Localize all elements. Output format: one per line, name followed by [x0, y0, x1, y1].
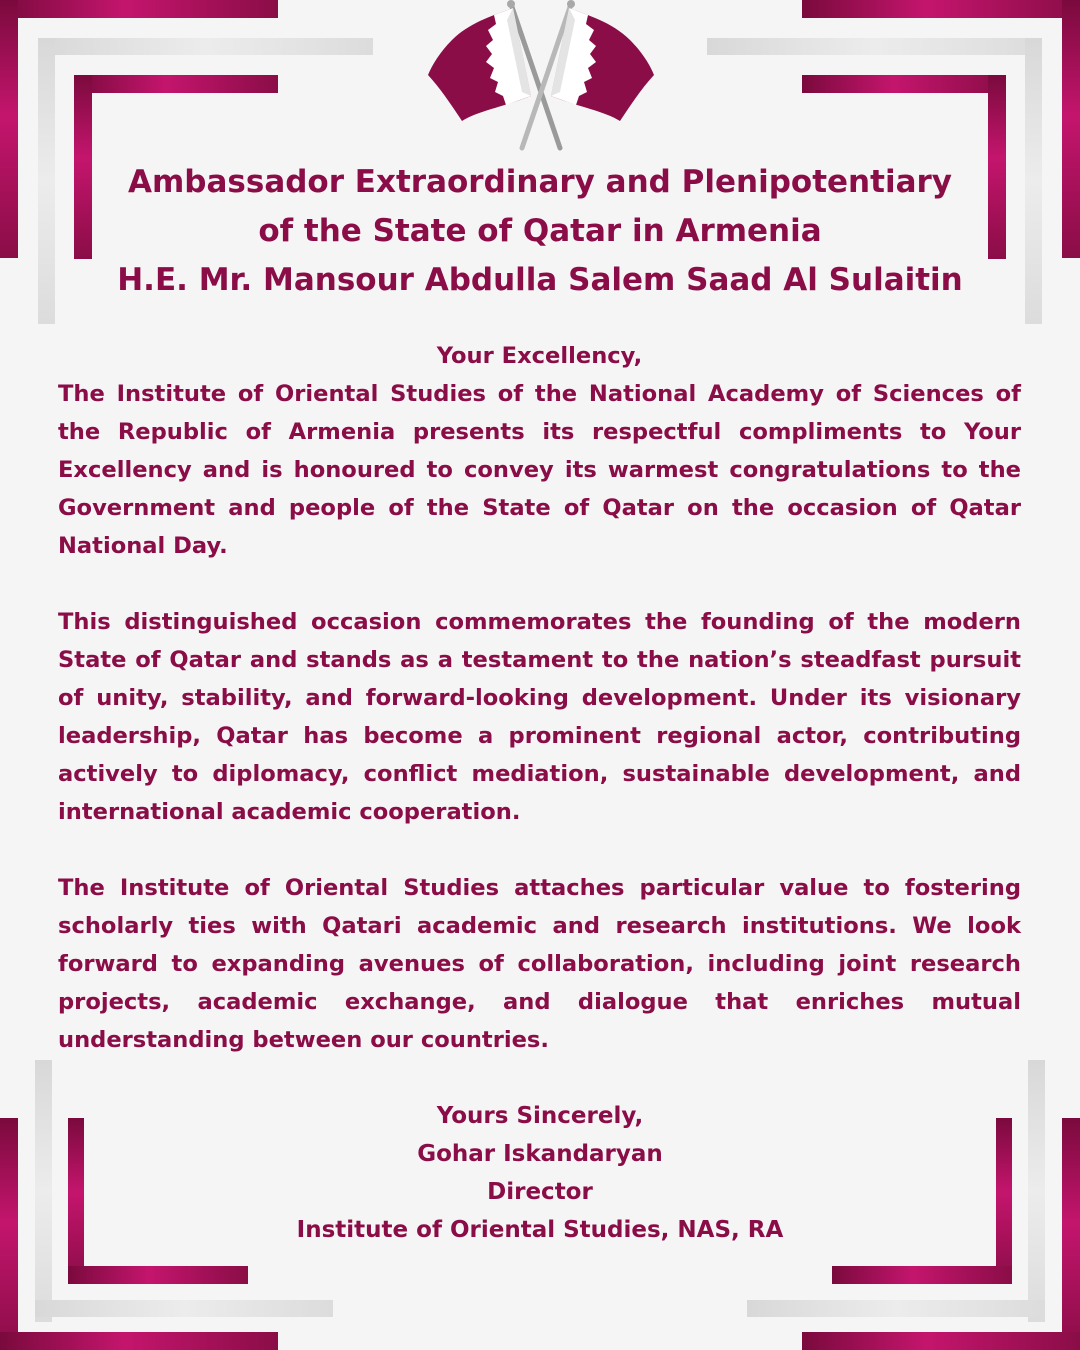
recipient-title-line-1: Ambassador Extraordinary and Plenipotentiary — [128, 164, 952, 200]
closing: Yours Sincerely, — [436, 1103, 644, 1129]
paragraph-cooperation: The Institute of Oriental Studies attaches particular value to fostering scholarly ties with Qatari academic and research institutions. We look forward to expanding avenues of collaboration, including joint research projects, academic exchange, and dialogue that enriches mutual understanding between our countries. — [58, 875, 1021, 1053]
recipient-title — [60, 158, 1020, 305]
signature-block — [60, 1097, 1020, 1249]
qatar-crossed-flags-icon — [428, 0, 654, 148]
letter-body — [58, 337, 1021, 1097]
signer-name: Gohar Iskandaryan — [417, 1141, 663, 1167]
paragraph-national-day: This distinguished occasion commemorates the founding of the modern State of Qatar and stands as a testament to the nation’s steadfast pursuit of unity, stability, and forward-looking development. Under its visionary leadership, Qatar has become a prominent regional actor, contributing actively to diplomacy, conflict mediation, sustainable development, and international academic cooperation. — [58, 609, 1021, 825]
signer-institution: Institute of Oriental Studies, NAS, RA — [296, 1217, 784, 1243]
signer-position: Director — [487, 1179, 593, 1205]
paragraph-congratulations: The Institute of Oriental Studies of the National Academy of Sciences of the Republic of Armenia presents its respectful compliments to Your Excellency and is honoured to convey its warmest congratulations to the Government and people of the State of Qatar on the occasion of Qatar National Day. — [58, 381, 1021, 559]
salutation: Your Excellency, — [436, 343, 643, 369]
recipient-title-line-2: of the State of Qatar in Armenia — [258, 213, 822, 249]
recipient-name: H.E. Mr. Mansour Abdulla Salem Saad Al Sulaitin — [117, 262, 963, 298]
